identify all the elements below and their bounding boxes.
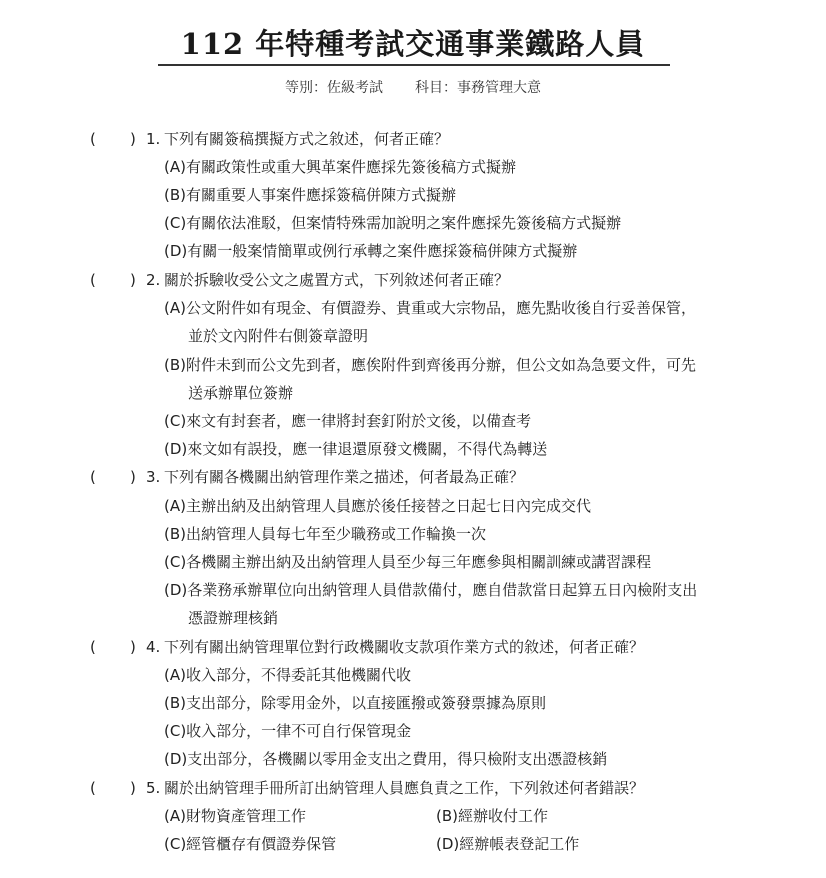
- option-c: (C)有關依法准駁，但案情特殊需加說明之案件應採先簽後稿方式擬辦: [164, 214, 622, 232]
- question-number: 2.: [146, 271, 161, 289]
- option-b: (B)經辦收付工作: [436, 807, 548, 825]
- option-b: (B)附件未到而公文先到者，應俟附件到齊後再分辦，但公文如為急要文件，可先: [164, 356, 696, 374]
- question-text: 下列有關簽稿撰擬方式之敘述，何者正確？: [164, 130, 450, 148]
- option-d: (D)經辦帳表登記工作: [436, 835, 580, 853]
- question-number: 5.: [146, 779, 161, 797]
- option-c: (C)收入部分，一律不可自行保管現金: [164, 722, 412, 740]
- exam-info: [0, 77, 826, 97]
- option-b: (B)支出部分，除零用金外，以直接匯撥或簽發票據為原則: [164, 694, 546, 712]
- option-b: (B)出納管理人員每七年至少職務或工作輪換一次: [164, 525, 486, 543]
- option-c: (C)各機關主辦出納及出納管理人員至少每三年應參與相關訓練或講習課程: [164, 553, 652, 571]
- answer-blank-open[interactable]: (: [90, 130, 96, 148]
- option-a: (A)主辦出納及出納管理人員應於後任接替之日起七日內完成交代: [164, 497, 591, 515]
- option-c: (C)來文有封套者，應一律將封套釘附於文後，以備查考: [164, 412, 532, 430]
- answer-blank-close: ): [130, 130, 136, 148]
- answer-blank-open[interactable]: (: [90, 638, 96, 656]
- option-d: (D)有關一般案情簡單或例行承轉之案件應採簽稿併陳方式擬辦: [164, 242, 578, 260]
- option-a: (A)收入部分，不得委託其他機關代收: [164, 666, 411, 684]
- option-a: (A)有關政策性或重大興革案件應採先簽後稿方式擬辦: [164, 158, 516, 176]
- option-d: (D)各業務承辦單位向出納管理人員借款備付，應自借款當日起算五日內檢附支出: [164, 581, 698, 599]
- exam-level: 等別：佐級考試: [285, 80, 383, 96]
- answer-blank-close: ): [130, 638, 136, 656]
- answer-blank-open[interactable]: (: [90, 468, 96, 486]
- question-text: 下列有關各機關出納管理作業之描述，何者最為正確？: [164, 468, 525, 486]
- option-c: (C)經管櫃存有價證券保管: [164, 835, 337, 853]
- option-a: (A)公文附件如有現金、有價證券、貴重或大宗物品，應先點收後自行妥善保管，: [164, 299, 696, 317]
- answer-blank-open[interactable]: (: [90, 271, 96, 289]
- question-number: 4.: [146, 638, 161, 656]
- answer-blank-open[interactable]: (: [90, 779, 96, 797]
- answer-blank-close: ): [130, 271, 136, 289]
- question-text: 關於出納管理手冊所訂出納管理人員應負責之工作，下列敘述何者錯誤？: [164, 779, 645, 797]
- answer-blank-close: ): [130, 468, 136, 486]
- exam-subject: 科目：事務管理大意: [415, 80, 541, 96]
- answer-blank-close: ): [130, 779, 136, 797]
- option-a-continued: 並於文內附件右側簽章證明: [188, 327, 369, 345]
- title-underline: [158, 64, 670, 66]
- page-title: 112 年特種考試交通事業鐵路人員: [180, 27, 646, 61]
- question-text: 下列有關出納管理單位對行政機關收支款項作業方式的敘述，何者正確？: [164, 638, 645, 656]
- option-d: (D)來文如有誤投，應一律退還原發文機關，不得代為轉送: [164, 440, 548, 458]
- question-number: 1.: [146, 130, 161, 148]
- question-text: 關於拆驗收受公文之處置方式，下列敘述何者正確？: [164, 271, 510, 289]
- option-d-continued: 憑證辦理核銷: [188, 609, 279, 627]
- option-b: (B)有關重要人事案件應採簽稿併陳方式擬辦: [164, 186, 456, 204]
- option-b-continued: 送承辦單位簽辦: [188, 384, 294, 402]
- option-d: (D)支出部分，各機關以零用金支出之費用，得只檢附支出憑證核銷: [164, 750, 608, 768]
- question-number: 3.: [146, 468, 161, 486]
- option-a: (A)財物資產管理工作: [164, 807, 306, 825]
